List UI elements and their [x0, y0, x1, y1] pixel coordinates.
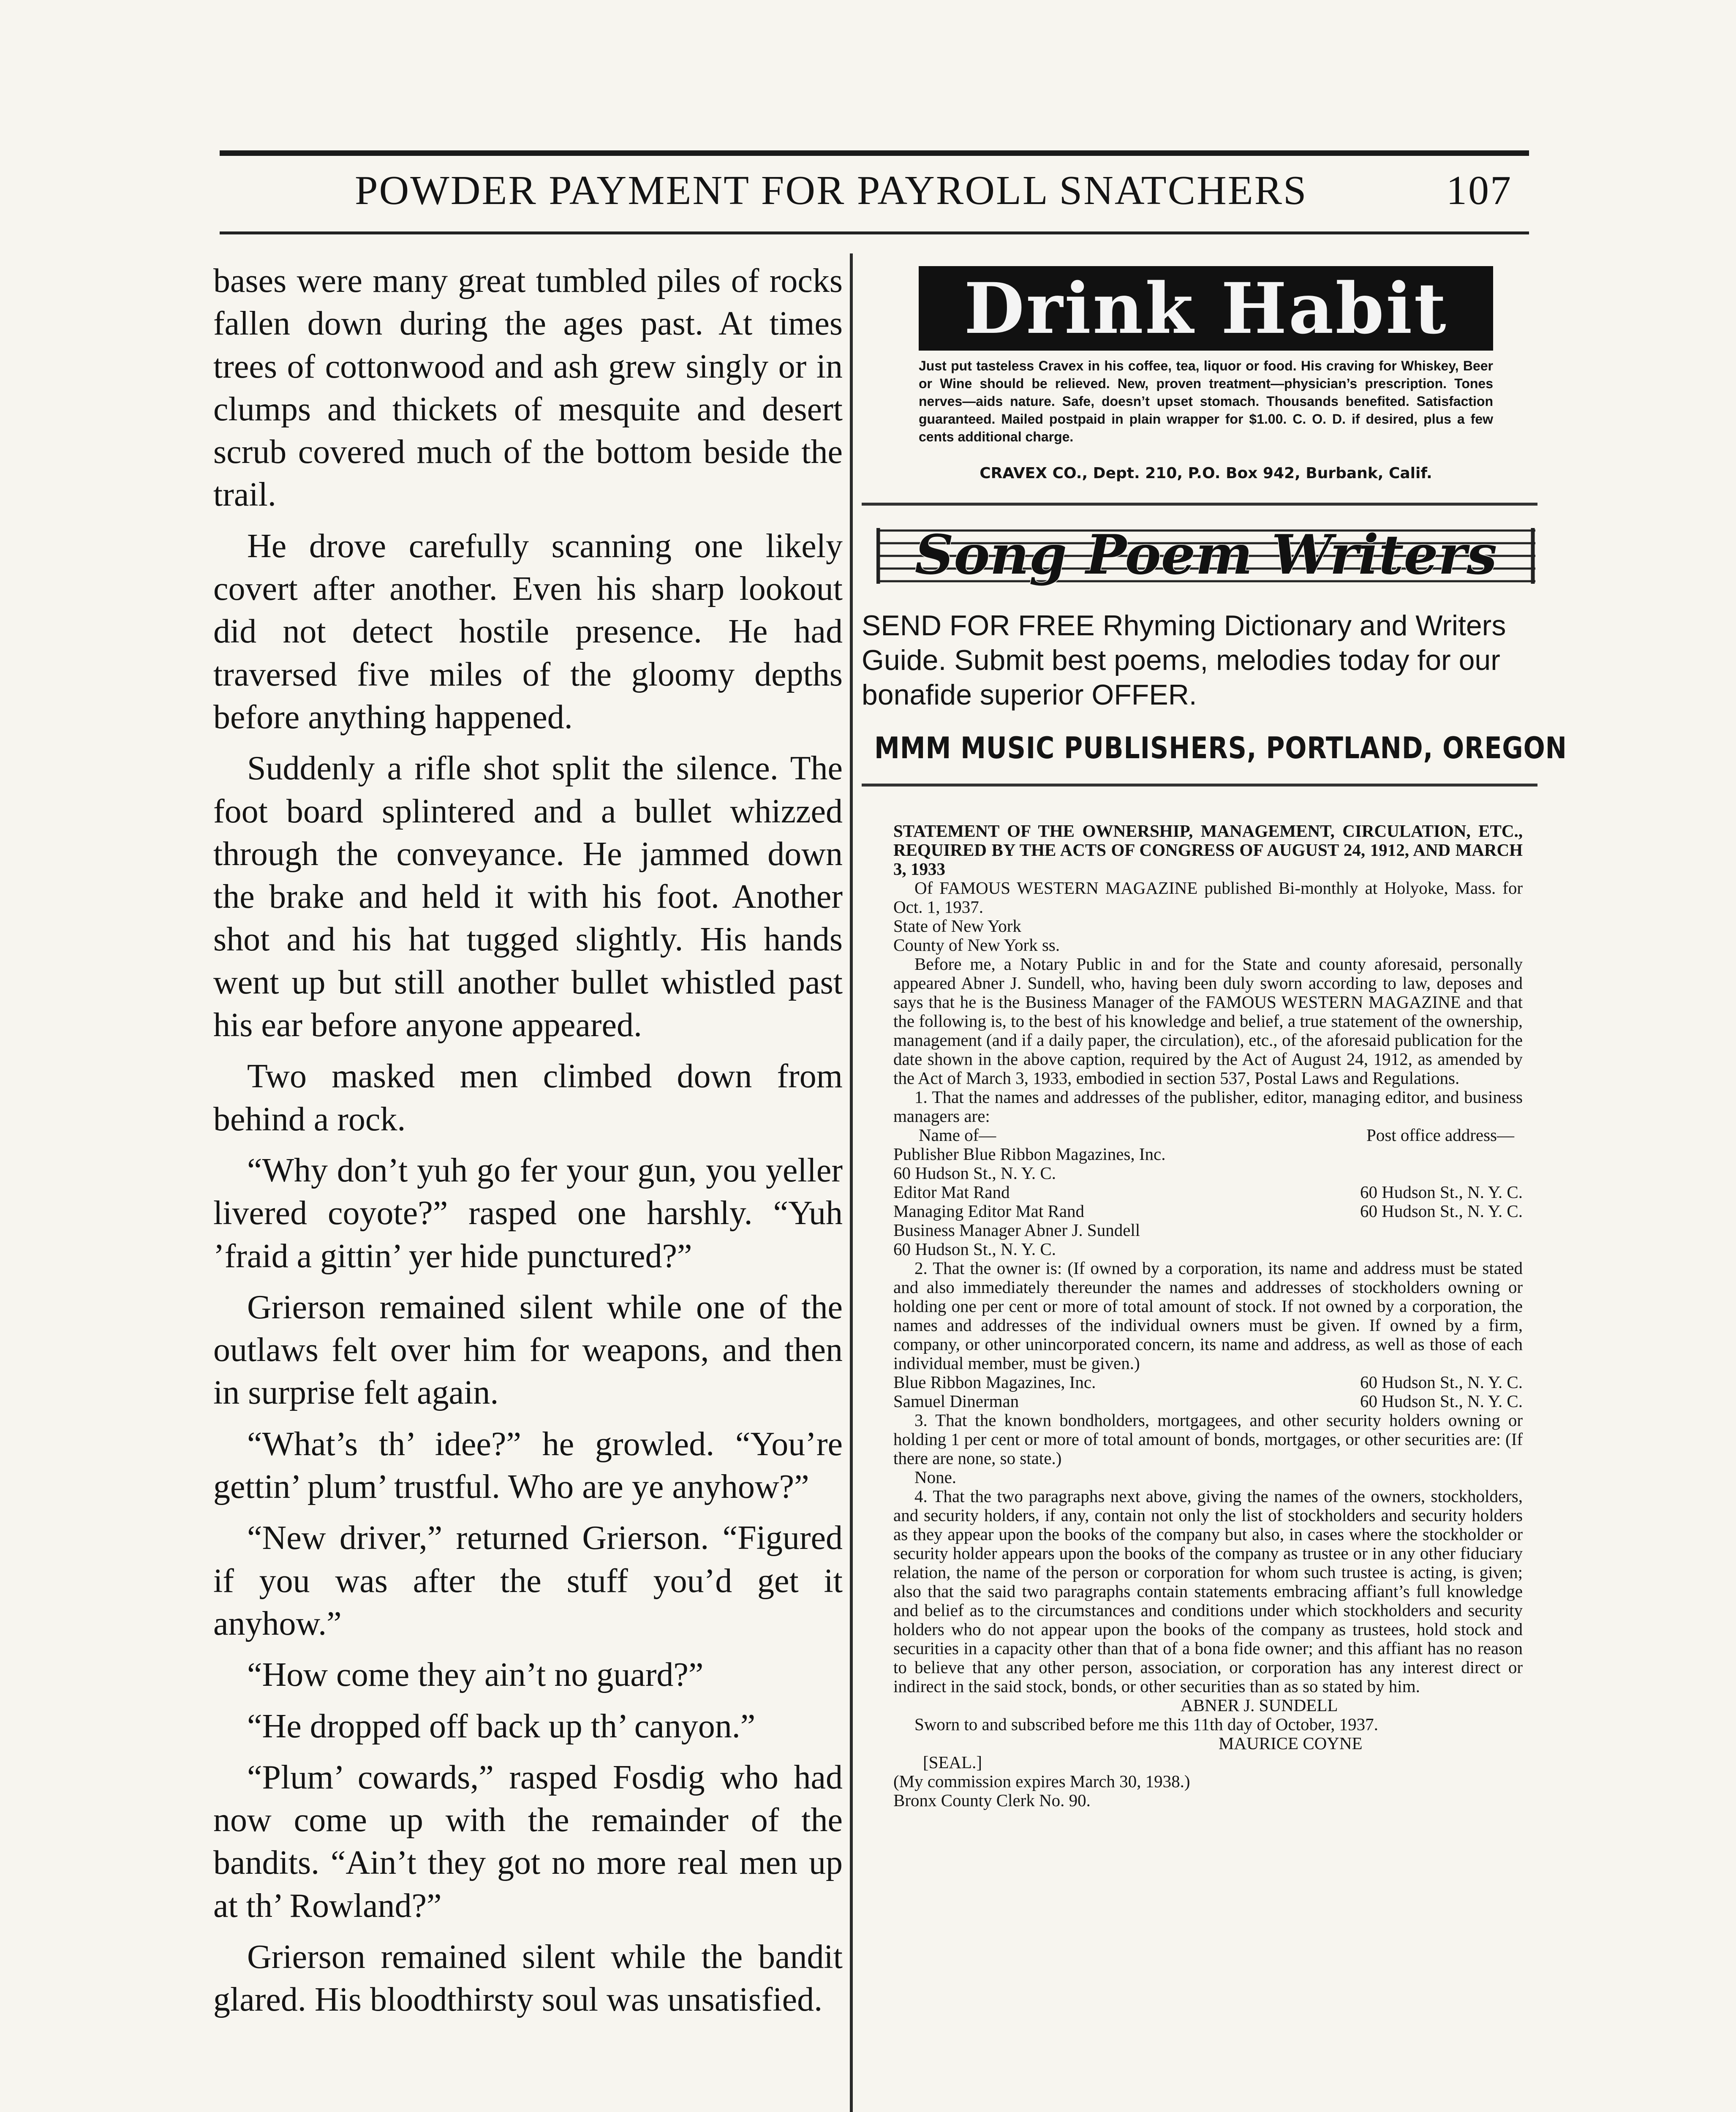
ad-separator-2	[862, 784, 1537, 787]
story-paragraph: “Why don’t yuh go fer your gun, you yeller livered coyote?” rasped one harshly. “Yuh ’fraid a gittin’ yer hide punctured?”	[213, 1151, 843, 1275]
statement-paragraph-4: 4. That the two paragraphs next above, giving the names of the owners, stockholders, and security holders, if any, contain not only the list of stockholders and security holders as they appear upon the books of the company but also, in cases where the stockholder or security holder appears upon the books of the company as trustee or in any other fiduciary relation, the name of the person or corporation for whom such trustee is acting, is given; also that the said two paragraphs contain statements embracing affiant’s full knowledge and belief as to the circumstances and conditions under which stockholders and security holders who do not appear upon the books of the company as trustees, hold stock and securities in a capacity other than that of a bona fide owner; and this affiant has no reason to believe that any other person, association, or corporation has any interest direct or indirect in the said stock, bonds, or other securities than as so stated by him.	[893, 1486, 1523, 1696]
page-title: POWDER PAYMENT FOR PAYROLL SNATCHERS	[355, 168, 1308, 213]
statement-commission: (My commission expires March 30, 1938.)	[893, 1772, 1190, 1791]
story-paragraph: Suddenly a rifle shot split the silence. The foot board splintered and a bullet whizzed through the conveyance. He jammed down the brake and held it with his foot. Another shot and his hat tugged slightly. His hands went up but still another bullet whistled past his ear before anyone appeared.	[213, 750, 843, 1044]
ownership-statement	[893, 822, 1523, 1810]
drink-habit-body: Just put tasteless Cravex in his coffee, tea, liquor or food. His craving for Whiskey, Beer or Wine should be relieved. New, proven treatment—physician’s prescription. Tones nerves—aids nature. Safe, doesn’t upset stomach. Thousands benefited. Satisfaction guaranteed. Mailed postpaid in plain wrapper for $1.00. C. O. D. if desired, plus a few cents additional charge.	[919, 358, 1493, 444]
drink-habit-address: CRAVEX CO., Dept. 210, P.O. Box 942, Burbank, Calif.	[980, 465, 1432, 482]
statement-intro: Of FAMOUS WESTERN MAGAZINE published Bi-monthly at Holyoke, Mass. for Oct. 1, 1937.	[893, 878, 1523, 917]
statement-notary-paragraph: Before me, a Notary Public in and for the State and county aforesaid, personally appeared Abner J. Sundell, who, having been duly sworn according to law, deposes and says that he is the Business Manager of the FAMOUS WESTERN MAGAZINE and that the following is, to the best of his knowledge and belief, a true statement of the ownership, management (and if a daily paper, the circulation), etc., of the aforesaid publication for the date shown in the above caption, required by the Act of August 24, 1912, as amended by the Act of March 3, 1933, embodied in section 537, Postal Laws and Regulations.	[893, 954, 1523, 1088]
statement-publisher-address: 60 Hudson St., N. Y. C.	[893, 1163, 1056, 1183]
page-number: 107	[1446, 168, 1512, 213]
story-paragraph: Grierson remained silent while one of the outlaws felt over him for weapons, and then in surprise felt again.	[213, 1288, 843, 1412]
story-paragraph: “New driver,” returned Grierson. “Figured if you was after the stuff you’d get it anyhow.”	[213, 1519, 843, 1642]
statement-column-headers	[893, 1126, 1523, 1145]
col-name-header: Name of—	[919, 1125, 996, 1145]
statement-clerk: Bronx County Clerk No. 90.	[893, 1791, 1091, 1810]
story-column	[213, 260, 843, 2112]
statement-publisher: Publisher Blue Ribbon Magazines, Inc.	[893, 1144, 1166, 1164]
story-paragraph: He drove carefully scanning one likely covert after another. Even his sharp lookout did not detect hostile presence. He had traversed five miles of the gloomy depths before anything happened.	[213, 527, 843, 736]
story-paragraph: Grierson remained silent while the bandit glared. His bloodthirsty soul was unsatisfied.	[213, 1938, 843, 2019]
statement-editor: Editor Mat Rand	[893, 1182, 1010, 1202]
running-header	[220, 167, 1529, 226]
song-poem-publisher: MMM MUSIC PUBLISHERS, PORTLAND, OREGON	[874, 731, 1567, 765]
statement-paragraph-2: 2. That the owner is: (If owned by a corporation, its name and address must be stated and also immediately thereunder the names and addresses of stockholders owning or holding one per cent or more of total amount of stock. If not owned by a corporation, the names and addresses of the individual owners must be given. If owned by a firm, company, or other unincorporated concern, its name and address, as well as those of each individual member, must be given.)	[893, 1258, 1523, 1373]
statement-owner-row-2	[893, 1392, 1523, 1411]
statement-editor-row	[893, 1183, 1523, 1202]
song-poem-banner	[876, 515, 1535, 596]
statement-managing-editor: Managing Editor Mat Rand	[893, 1201, 1085, 1221]
story-paragraph: bases were many great tumbled piles of rocks fallen down during the ages past. At times trees of cottonwood and ash grew singly or in clumps and thickets of mesquite and desert scrub covered much of the bottom beside the trail.	[213, 262, 843, 514]
story-paragraph: Two masked men climbed down from behind a rock.	[213, 1058, 843, 1138]
drink-habit-ad	[919, 266, 1493, 505]
statement-state: State of New York	[893, 916, 1021, 936]
statement-business-manager: Business Manager Abner J. Sundell	[893, 1220, 1140, 1240]
header-rule-top	[220, 150, 1529, 156]
column-divider	[850, 253, 853, 2112]
story-paragraph: “What’s th’ idee?” he growled. “You’re gettin’ plum’ trustful. Who are ye anyhow?”	[213, 1425, 843, 1506]
drink-habit-headline: Drink Habit	[919, 266, 1493, 351]
story-paragraph: “Plum’ cowards,” rasped Fosdig who had now come up with the remainder of the bandits. “Ain’t they got no more real men up at th’ Rowland?”	[213, 1758, 843, 1924]
music-staff-banner	[876, 515, 1535, 596]
statement-editor-address: 60 Hudson St., N. Y. C.	[1360, 1182, 1523, 1202]
statement-owner-2: Samuel Dinerman	[893, 1391, 1019, 1411]
statement-paragraph-3: 3. That the known bondholders, mortgagees, and other security holders owning or holding 1 per cent or more of total amount of bonds, mortgages, or other securities are: (If there are none, so state.)	[893, 1410, 1523, 1468]
statement-seal: [SEAL.]	[923, 1753, 982, 1772]
story-paragraph: “He dropped off back up th’ canyon.”	[247, 1707, 756, 1745]
statement-paragraph-1: 1. That the names and addresses of the publisher, editor, managing editor, and business managers are:	[893, 1087, 1523, 1126]
song-poem-banner-text: Song Poem Writers	[914, 523, 1497, 587]
statement-managing-editor-row	[893, 1202, 1523, 1221]
statement-owner-1: Blue Ribbon Magazines, Inc.	[893, 1372, 1096, 1392]
story-paragraph: “How come they ain’t no guard?”	[247, 1656, 704, 1694]
ad-separator	[862, 503, 1537, 506]
statement-sworn: Sworn to and subscribed before me this 11th day of October, 1937.	[914, 1715, 1378, 1734]
statement-county: County of New York ss.	[893, 935, 1060, 955]
song-poem-body: SEND FOR FREE Rhyming Dictionary and Writers Guide. Submit best poems, melodies today for our bonafide superior OFFER.	[862, 610, 1506, 711]
statement-owner-2-address: 60 Hudson St., N. Y. C.	[1360, 1391, 1523, 1411]
statement-signer: ABNER J. SUNDELL	[1181, 1696, 1338, 1715]
statement-notary-name: MAURICE COYNE	[1219, 1734, 1363, 1753]
header-rule-bottom	[220, 231, 1529, 234]
ads-column	[862, 253, 1567, 2112]
statement-owner-row-1	[893, 1373, 1523, 1392]
statement-heading: STATEMENT OF THE OWNERSHIP, MANAGEMENT, CIRCULATION, ETC., REQUIRED BY THE ACTS OF CONGRESS OF AUGUST 24, 1912, AND MARCH 3, 1933	[893, 821, 1523, 879]
statement-business-manager-address: 60 Hudson St., N. Y. C.	[893, 1239, 1056, 1259]
col-address-header: Post office address—	[1366, 1125, 1514, 1145]
statement-managing-editor-address: 60 Hudson St., N. Y. C.	[1360, 1201, 1523, 1221]
statement-none: None.	[914, 1467, 957, 1487]
statement-owner-1-address: 60 Hudson St., N. Y. C.	[1360, 1372, 1523, 1392]
